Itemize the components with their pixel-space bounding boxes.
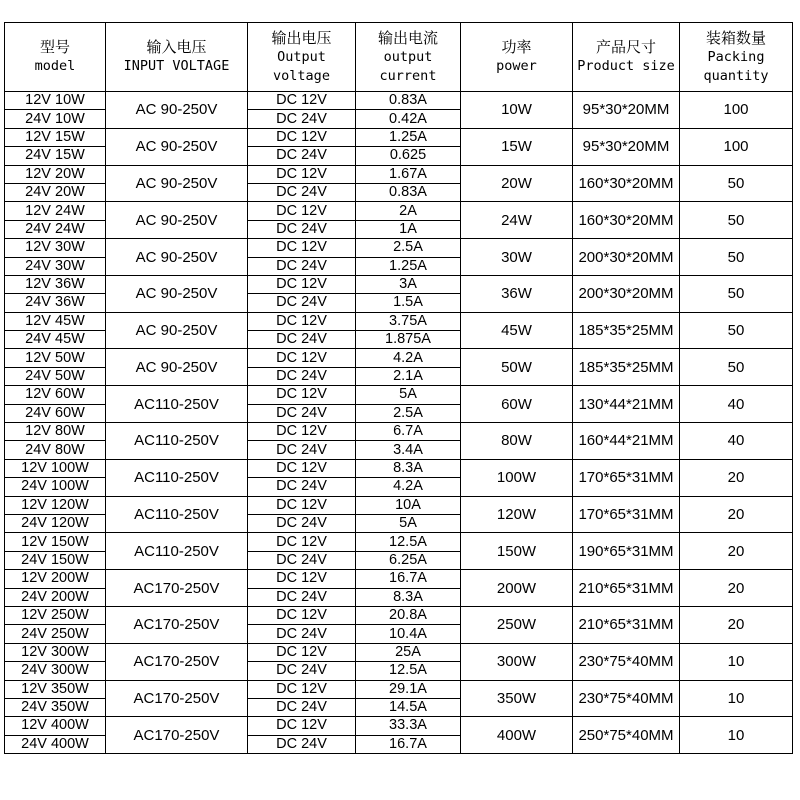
- output-voltage-cell: DC 12V: [248, 533, 356, 551]
- header-power: [461, 23, 573, 92]
- header-output-voltage-en2: voltage: [273, 67, 330, 84]
- table-row: [5, 643, 793, 661]
- model-cell: 12V 150W: [5, 533, 106, 551]
- model-cell: 12V 60W: [5, 386, 106, 404]
- header-power-en: power: [496, 58, 537, 74]
- packing-quantity-cell: 50: [680, 349, 793, 386]
- output-voltage-cell: DC 12V: [248, 423, 356, 441]
- output-current-cell: 29.1A: [356, 680, 461, 698]
- output-voltage-cell: DC 12V: [248, 239, 356, 257]
- packing-quantity-cell: 40: [680, 423, 793, 460]
- output-current-cell: 5A: [356, 386, 461, 404]
- output-current-cell: 6.25A: [356, 551, 461, 569]
- model-cell: 12V 30W: [5, 239, 106, 257]
- product-size-cell: 170*65*31MM: [573, 496, 680, 533]
- model-cell: 12V 20W: [5, 165, 106, 183]
- input-voltage-cell: AC 90-250V: [106, 165, 248, 202]
- output-current-cell: 33.3A: [356, 717, 461, 735]
- output-current-cell: 1A: [356, 220, 461, 238]
- product-size-cell: 160*44*21MM: [573, 423, 680, 460]
- output-voltage-cell: DC 12V: [248, 386, 356, 404]
- packing-quantity-cell: 20: [680, 533, 793, 570]
- output-current-cell: 12.5A: [356, 662, 461, 680]
- output-current-cell: 4.2A: [356, 478, 461, 496]
- table-row: [5, 275, 793, 293]
- product-size-cell: 160*30*20MM: [573, 165, 680, 202]
- table-row: [5, 680, 793, 698]
- output-voltage-cell: DC 24V: [248, 367, 356, 385]
- product-size-cell: 210*65*31MM: [573, 570, 680, 607]
- output-voltage-cell: DC 12V: [248, 643, 356, 661]
- output-voltage-cell: DC 24V: [248, 625, 356, 643]
- power-cell: 15W: [461, 128, 573, 165]
- output-voltage-cell: DC 24V: [248, 110, 356, 128]
- header-output-voltage-zh: 输出电压: [271, 28, 332, 47]
- model-cell: 24V 80W: [5, 441, 106, 459]
- model-cell: 24V 45W: [5, 331, 106, 349]
- output-voltage-cell: DC 24V: [248, 698, 356, 716]
- input-voltage-cell: AC 90-250V: [106, 275, 248, 312]
- output-voltage-cell: DC 24V: [248, 147, 356, 165]
- input-voltage-cell: AC110-250V: [106, 386, 248, 423]
- header-model-zh: 型号: [39, 38, 70, 56]
- model-cell: 24V 250W: [5, 625, 106, 643]
- product-size-cell: 250*75*40MM: [573, 717, 680, 754]
- header-product-size: [573, 23, 680, 92]
- packing-quantity-cell: 50: [680, 312, 793, 349]
- header-input-en: INPUT VOLTAGE: [123, 58, 230, 74]
- input-voltage-cell: AC110-250V: [106, 423, 248, 460]
- output-current-cell: 0.625: [356, 147, 461, 165]
- output-current-cell: 3A: [356, 275, 461, 293]
- product-size-cell: 200*30*20MM: [573, 275, 680, 312]
- output-current-cell: 0.83A: [356, 92, 461, 110]
- table-row: [5, 533, 793, 551]
- product-size-cell: 200*30*20MM: [573, 239, 680, 276]
- input-voltage-cell: AC170-250V: [106, 643, 248, 680]
- output-current-cell: 1.67A: [356, 165, 461, 183]
- product-size-cell: 95*30*20MM: [573, 128, 680, 165]
- input-voltage-cell: AC 90-250V: [106, 128, 248, 165]
- product-size-cell: 210*65*31MM: [573, 606, 680, 643]
- output-voltage-cell: DC 12V: [248, 496, 356, 514]
- table-body: [5, 92, 793, 754]
- output-voltage-cell: DC 24V: [248, 662, 356, 680]
- packing-quantity-cell: 50: [680, 239, 793, 276]
- output-current-cell: 12.5A: [356, 533, 461, 551]
- output-current-cell: 5A: [356, 514, 461, 532]
- output-voltage-cell: DC 12V: [248, 275, 356, 293]
- header-size-en: Product size: [577, 58, 675, 74]
- product-size-cell: 230*75*40MM: [573, 680, 680, 717]
- model-cell: 24V 300W: [5, 662, 106, 680]
- output-voltage-cell: DC 24V: [248, 404, 356, 422]
- output-voltage-cell: DC 12V: [248, 570, 356, 588]
- output-voltage-cell: DC 24V: [248, 551, 356, 569]
- input-voltage-cell: AC 90-250V: [106, 349, 248, 386]
- output-voltage-cell: DC 12V: [248, 312, 356, 330]
- model-cell: 12V 15W: [5, 128, 106, 146]
- table-row: [5, 312, 793, 330]
- power-cell: 400W: [461, 717, 573, 754]
- model-cell: 12V 36W: [5, 275, 106, 293]
- model-cell: 12V 200W: [5, 570, 106, 588]
- output-current-cell: 16.7A: [356, 570, 461, 588]
- input-voltage-cell: AC170-250V: [106, 570, 248, 607]
- header-packing-en1: Packing: [707, 48, 765, 65]
- output-current-cell: 2.1A: [356, 367, 461, 385]
- header-input-zh: 输入电压: [146, 38, 207, 56]
- power-cell: 60W: [461, 386, 573, 423]
- input-voltage-cell: AC 90-250V: [106, 202, 248, 239]
- output-voltage-cell: DC 12V: [248, 459, 356, 477]
- output-voltage-cell: DC 24V: [248, 735, 356, 753]
- table-row: [5, 239, 793, 257]
- table-row: [5, 717, 793, 735]
- product-size-cell: 170*65*31MM: [573, 459, 680, 496]
- packing-quantity-cell: 10: [680, 680, 793, 717]
- input-voltage-cell: AC110-250V: [106, 459, 248, 496]
- output-voltage-cell: DC 12V: [248, 128, 356, 146]
- input-voltage-cell: AC 90-250V: [106, 92, 248, 129]
- model-cell: 24V 120W: [5, 514, 106, 532]
- model-cell: 24V 100W: [5, 478, 106, 496]
- model-cell: 24V 24W: [5, 220, 106, 238]
- packing-quantity-cell: 20: [680, 606, 793, 643]
- model-cell: 12V 100W: [5, 459, 106, 477]
- product-size-cell: 160*30*20MM: [573, 202, 680, 239]
- model-cell: 12V 120W: [5, 496, 106, 514]
- output-current-cell: 0.42A: [356, 110, 461, 128]
- output-current-cell: 3.4A: [356, 441, 461, 459]
- output-current-cell: 0.83A: [356, 183, 461, 201]
- product-size-cell: 190*65*31MM: [573, 533, 680, 570]
- table-row: [5, 128, 793, 146]
- header-packing-en2: quantity: [703, 67, 769, 84]
- model-cell: 12V 400W: [5, 717, 106, 735]
- power-cell: 10W: [461, 92, 573, 129]
- output-voltage-cell: DC 24V: [248, 514, 356, 532]
- header-packing-quantity: [680, 23, 793, 92]
- input-voltage-cell: AC 90-250V: [106, 239, 248, 276]
- table-row: [5, 570, 793, 588]
- output-current-cell: 2.5A: [356, 239, 461, 257]
- header-model: [5, 23, 106, 92]
- model-cell: 24V 400W: [5, 735, 106, 753]
- header-power-zh: 功率: [501, 38, 532, 56]
- model-cell: 24V 20W: [5, 183, 106, 201]
- table-row: [5, 459, 793, 477]
- output-voltage-cell: DC 24V: [248, 441, 356, 459]
- output-voltage-cell: DC 24V: [248, 331, 356, 349]
- table-row: [5, 606, 793, 624]
- output-voltage-cell: DC 12V: [248, 92, 356, 110]
- packing-quantity-cell: 20: [680, 570, 793, 607]
- model-cell: 24V 15W: [5, 147, 106, 165]
- power-cell: 36W: [461, 275, 573, 312]
- table-row: [5, 386, 793, 404]
- product-size-cell: 230*75*40MM: [573, 643, 680, 680]
- output-current-cell: 1.875A: [356, 331, 461, 349]
- packing-quantity-cell: 20: [680, 459, 793, 496]
- power-cell: 100W: [461, 459, 573, 496]
- power-cell: 200W: [461, 570, 573, 607]
- power-cell: 24W: [461, 202, 573, 239]
- header-output-current-en1: output: [383, 48, 433, 65]
- header-row: [5, 23, 793, 92]
- model-cell: 12V 80W: [5, 423, 106, 441]
- model-cell: 24V 36W: [5, 294, 106, 312]
- output-voltage-cell: DC 24V: [248, 220, 356, 238]
- power-cell: 150W: [461, 533, 573, 570]
- table-row: [5, 423, 793, 441]
- output-voltage-cell: DC 12V: [248, 165, 356, 183]
- model-cell: 24V 30W: [5, 257, 106, 275]
- power-cell: 300W: [461, 643, 573, 680]
- model-cell: 12V 350W: [5, 680, 106, 698]
- output-current-cell: 1.25A: [356, 257, 461, 275]
- table-row: [5, 92, 793, 110]
- table-row: [5, 202, 793, 220]
- packing-quantity-cell: 100: [680, 128, 793, 165]
- output-voltage-cell: DC 12V: [248, 349, 356, 367]
- output-current-cell: 14.5A: [356, 698, 461, 716]
- model-cell: 12V 250W: [5, 606, 106, 624]
- output-current-cell: 8.3A: [356, 588, 461, 606]
- header-output-current-en2: current: [379, 67, 437, 84]
- power-cell: 120W: [461, 496, 573, 533]
- output-voltage-cell: DC 24V: [248, 478, 356, 496]
- header-model-en: model: [34, 58, 76, 74]
- output-voltage-cell: DC 24V: [248, 183, 356, 201]
- header-input-voltage: [106, 23, 248, 92]
- table-row: [5, 496, 793, 514]
- model-cell: 12V 300W: [5, 643, 106, 661]
- power-cell: 250W: [461, 606, 573, 643]
- model-cell: 12V 45W: [5, 312, 106, 330]
- output-current-cell: 10.4A: [356, 625, 461, 643]
- header-packing-zh: 装箱数量: [705, 28, 766, 47]
- output-voltage-cell: DC 24V: [248, 294, 356, 312]
- output-voltage-cell: DC 24V: [248, 257, 356, 275]
- packing-quantity-cell: 20: [680, 496, 793, 533]
- power-cell: 350W: [461, 680, 573, 717]
- table-row: [5, 165, 793, 183]
- output-voltage-cell: DC 12V: [248, 717, 356, 735]
- power-cell: 50W: [461, 349, 573, 386]
- product-size-cell: 130*44*21MM: [573, 386, 680, 423]
- output-current-cell: 2A: [356, 202, 461, 220]
- input-voltage-cell: AC110-250V: [106, 533, 248, 570]
- input-voltage-cell: AC110-250V: [106, 496, 248, 533]
- output-voltage-cell: DC 24V: [248, 588, 356, 606]
- power-cell: 45W: [461, 312, 573, 349]
- output-current-cell: 1.25A: [356, 128, 461, 146]
- model-cell: 12V 10W: [5, 92, 106, 110]
- output-voltage-cell: DC 12V: [248, 680, 356, 698]
- output-voltage-cell: DC 12V: [248, 202, 356, 220]
- table-row: [5, 349, 793, 367]
- product-size-cell: 185*35*25MM: [573, 349, 680, 386]
- product-size-cell: 95*30*20MM: [573, 92, 680, 129]
- input-voltage-cell: AC 90-250V: [106, 312, 248, 349]
- output-current-cell: 1.5A: [356, 294, 461, 312]
- model-cell: 12V 24W: [5, 202, 106, 220]
- model-cell: 24V 10W: [5, 110, 106, 128]
- output-current-cell: 6.7A: [356, 423, 461, 441]
- model-cell: 24V 150W: [5, 551, 106, 569]
- input-voltage-cell: AC170-250V: [106, 606, 248, 643]
- input-voltage-cell: AC170-250V: [106, 680, 248, 717]
- packing-quantity-cell: 10: [680, 643, 793, 680]
- output-current-cell: 8.3A: [356, 459, 461, 477]
- output-current-cell: 20.8A: [356, 606, 461, 624]
- header-output-current-zh: 输出电流: [377, 28, 438, 47]
- header-output-current: [356, 23, 461, 92]
- model-cell: 12V 50W: [5, 349, 106, 367]
- output-current-cell: 2.5A: [356, 404, 461, 422]
- output-current-cell: 4.2A: [356, 349, 461, 367]
- packing-quantity-cell: 100: [680, 92, 793, 129]
- power-cell: 80W: [461, 423, 573, 460]
- packing-quantity-cell: 40: [680, 386, 793, 423]
- output-voltage-cell: DC 12V: [248, 606, 356, 624]
- output-current-cell: 16.7A: [356, 735, 461, 753]
- header-output-voltage-en1: Output: [277, 48, 326, 65]
- output-current-cell: 25A: [356, 643, 461, 661]
- product-size-cell: 185*35*25MM: [573, 312, 680, 349]
- model-cell: 24V 350W: [5, 698, 106, 716]
- header-output-voltage: [248, 23, 356, 92]
- packing-quantity-cell: 50: [680, 165, 793, 202]
- power-supply-spec-table: [4, 22, 793, 754]
- output-current-cell: 3.75A: [356, 312, 461, 330]
- output-current-cell: 10A: [356, 496, 461, 514]
- power-cell: 30W: [461, 239, 573, 276]
- header-size-zh: 产品尺寸: [595, 38, 656, 56]
- input-voltage-cell: AC170-250V: [106, 717, 248, 754]
- power-cell: 20W: [461, 165, 573, 202]
- packing-quantity-cell: 50: [680, 275, 793, 312]
- model-cell: 24V 200W: [5, 588, 106, 606]
- model-cell: 24V 50W: [5, 367, 106, 385]
- packing-quantity-cell: 50: [680, 202, 793, 239]
- model-cell: 24V 60W: [5, 404, 106, 422]
- packing-quantity-cell: 10: [680, 717, 793, 754]
